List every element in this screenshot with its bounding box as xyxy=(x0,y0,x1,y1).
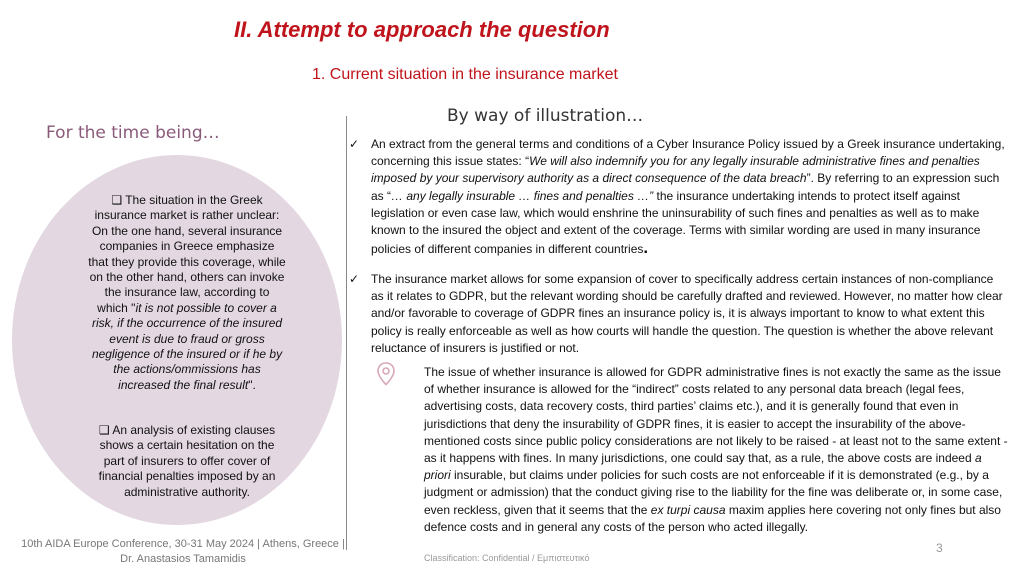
footer-conference: 10th AIDA Europe Conference, 30-31 May 2024 | Athens, Greece | Dr. Anastasios Tamamidis xyxy=(21,538,345,565)
bullet-2 xyxy=(349,271,1009,357)
pin-paragraph: The issue of whether insurance is allowed for GDPR administrative fines is not exactly the same as the issue of whether insurance is allowed for the “indirect” costs related to any personal data breach (legal fees, advertising costs, data recovery costs, third parties’ claims etc.), and it is generally found that even in jurisdictions that deny the insurability of GDPR fines, it is easier to accept the insurability of the above-mentioned costs since public policy considerations are not likely to be raised - at least not to the same extent - as it happens with fines. In many jurisdictions, one could say that, as a rule, the above costs are indeed a priori insurable, but claims under policies for such costs are not enforceable if it is demonstrated (e.g., by a judgment or admission) that the conduct giving rise to the liability for the fine was deliberate or, in some case, even reckless, given that it seems that the ex turpi causa maxim applies here covering not only fines but also defence costs and in general any costs of the person who acted illegally. xyxy=(424,365,1008,534)
checkmark-icon: ✓ xyxy=(349,272,360,286)
checkbox-bullet-icon: ❑ xyxy=(111,193,123,207)
page-number: 3 xyxy=(936,541,943,555)
checkbox-bullet-icon: ❑ xyxy=(98,423,110,437)
vertical-divider xyxy=(346,116,347,550)
bullet-2-text: The insurance market allows for some expansion of cover to specifically address certain instances of non-compliance as it relates to GDPR, but the relevant wording should be carefully drafted and reviewed. However, no matter how clear and/or favorable to coverage of GDPR fines an insurance policy is, it is always important to know to what extent this policy is really enforceable as well as how courts will handle the question. The question is whether the above relevant reluctance of insurers is justified or not. xyxy=(371,272,1003,355)
slide-title: II. Attempt to approach the question xyxy=(234,17,610,42)
location-pin-icon xyxy=(376,362,396,386)
bullet-1 xyxy=(349,136,1009,258)
right-heading: By way of illustration… xyxy=(447,106,644,126)
circle-point-1: ❑ The situation in the Greek insurance market is rather unclear: On the one hand, several insurance companies in Greece emphasize that they provide this coverage, while on the other hand, others can invoke the insurance law, according to which "it is not possible to cover a risk, if the occurrence of the insured event is due to fraud or gross negligence of the insured or if he by the actions/ommissions has increased the final result". xyxy=(88,193,286,392)
slide-subtitle: 1. Current situation in the insurance market xyxy=(312,66,618,83)
bullet-1-text: An extract from the general terms and conditions of a Cyber Insurance Policy issued by a Greek insurance undertaking, concerning this issue states: “We will also indemnify you for any legally insurable administrative fines and penalties imposed by your supervisory authority as a direct consequence of the data breach”. By referring to an expression such as “… any legally insurable … fines and penalties …” the insurance undertaking intends to protect itself against legislation or even case law, which would enshrine the uninsurability of such fines and penalties as well as to make known to the insured the object and extent of the coverage. Terms with similar wording are used in many insurance policies of different companies in different countries. xyxy=(371,137,1005,258)
circle-point-2: ❑ An analysis of existing clauses shows a certain hesitation on the part of insurers to offer cover of financial penalties imposed by an administrative authority. xyxy=(98,423,276,499)
footer-classification: Classification: Confidential / Εμπιστευτικό xyxy=(424,553,590,563)
checkmark-icon: ✓ xyxy=(349,137,360,151)
left-heading: For the time being… xyxy=(46,123,220,143)
